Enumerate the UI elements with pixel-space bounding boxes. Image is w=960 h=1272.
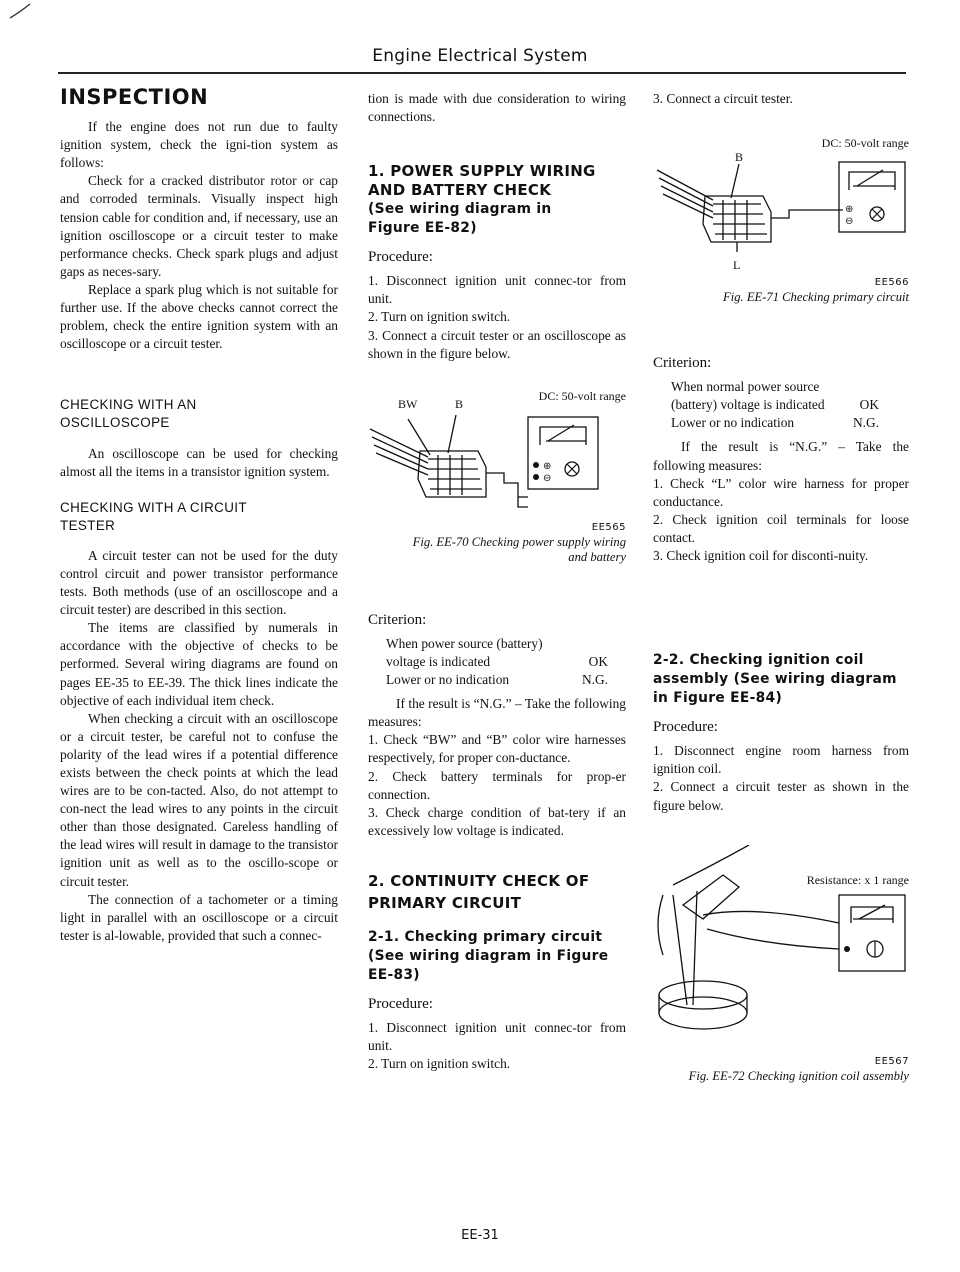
procedure-label: Procedure:	[653, 719, 718, 736]
criterion-result: N.G.	[852, 415, 879, 431]
wire-label-b: B	[455, 396, 464, 411]
figure-caption: Fig. EE-71 Checking primary circuit	[723, 290, 909, 305]
figure-range-label: DC: 50-volt range	[538, 388, 626, 403]
wire-label-l: L	[733, 258, 741, 273]
figure-ee71	[653, 134, 909, 305]
criterion-list	[368, 635, 626, 689]
paragraph: The items are classified by numerals in accordance with the objective of checks to be performed. Several wiring diagrams are found on pages EE-35 to EE-39. The thick lines indicate the objective of each individual item check.	[60, 620, 338, 708]
figure-range-label: DC: 50-volt range	[821, 136, 909, 151]
criterion-label: Criterion:	[653, 355, 712, 372]
criterion-result: OK	[588, 653, 608, 669]
figure-code: EE565	[591, 521, 626, 533]
paragraph: Check for a cracked distributor rotor or cap and corroded terminals. Visually inspect high tension cable for condition and, if necessary, use an ignition oscilloscope or a circuit tester to make performance checks. Check spark plugs and adjust gaps as neces-sary.	[60, 173, 338, 279]
paragraph: If the engine does not run due to faulty ignition system, check the igni-tion system as follows:	[60, 119, 338, 171]
connector-tester-diagram	[368, 407, 626, 527]
step: 2. Turn on ignition switch.	[368, 309, 511, 325]
corner-tick-mark	[8, 2, 34, 20]
ignition-coil-tester-diagram	[653, 845, 909, 1035]
criterion-text: voltage is indicated	[386, 653, 491, 669]
criterion-row-ok	[386, 653, 626, 671]
paragraph: When checking a circuit with an oscilloscope or a circuit tester, be careful not to confuse the polarity of the lead wires if a potential difference exists between the check points at which the lead wires are to be con-tacted. Also, do not attempt to con-nect the lead wires to any points in the circuit other than those designated. Careless handling of the lead wires will result in damage to the transistor ignition unit as well as to the oscillo-scope or circuit tester.	[60, 710, 338, 889]
svg-text:⊖: ⊖	[845, 216, 854, 228]
step: 2. Connect a circuit tester as shown in the figure below.	[653, 779, 909, 813]
figure-code: EE567	[874, 1055, 909, 1067]
figure-caption: Fig. EE-70 Checking power supply wiring and battery	[412, 534, 626, 564]
paragraph: tion is made with due consideration to wiring connections.	[368, 91, 626, 125]
section-heading-power-supply: 1. POWER SUPPLY WIRING AND BATTERY CHECK	[368, 162, 596, 200]
criterion-label: Criterion:	[368, 611, 427, 628]
procedure-label: Procedure:	[368, 249, 433, 266]
figure-ee70	[368, 387, 626, 564]
measure: 2. Check battery terminals for prop-er connection.	[368, 768, 626, 802]
measure: 2. Check ignition coil terminals for loose contact.	[653, 511, 909, 545]
column-middle	[368, 90, 626, 1073]
wire-label-b: B	[735, 150, 744, 165]
criterion-text: (battery) voltage is indicated	[671, 397, 825, 413]
criterion-result: OK	[859, 397, 879, 413]
column-left	[60, 85, 338, 945]
header-rule	[58, 72, 906, 74]
step: 3. Connect a circuit tester.	[653, 91, 793, 106]
criterion-list	[653, 378, 909, 432]
measure: 1. Check “L” color wire harness for proper conductance.	[653, 475, 909, 509]
page-number: EE-31	[461, 1228, 499, 1243]
section-heading-continuity: 2. CONTINUITY CHECK OF PRIMARY CIRCUIT	[368, 871, 590, 912]
section-heading-2-1: 2-1. Checking primary circuit (See wiring diagram in Figure EE-83)	[368, 928, 609, 983]
wire-label-bw: BW	[398, 396, 418, 411]
step: 1. Disconnect ignition unit connec-tor from unit.	[368, 1019, 626, 1054]
measure: 3. Check ignition coil for disconti-nuity.	[653, 548, 869, 564]
svg-text:⊖: ⊖	[543, 472, 552, 484]
criterion-row-ng	[671, 414, 909, 432]
figure-code: EE566	[874, 277, 909, 289]
paragraph: The connection of a tachometer or a timing light in parallel with an oscilloscope or a circuit tester is al-lowable, provided that such a connec-	[60, 891, 338, 943]
criterion-text: Lower or no indication	[386, 672, 510, 688]
criterion-line: When normal power source	[671, 379, 820, 395]
page-header-title: Engine Electrical System	[372, 46, 588, 66]
paragraph: Replace a spark plug which is not suitable for further use. If the above checks cannot correct the problem, check the entire ignition system with an oscilloscope or a circuit tester.	[60, 281, 338, 352]
figure-range-label: Resistance: x 1 range	[806, 872, 909, 887]
subheading-oscilloscope: CHECKING WITH AN OSCILLOSCOPE	[60, 397, 197, 431]
step: 3. Connect a circuit tester or an oscilloscope as shown in the figure below.	[368, 327, 626, 361]
paragraph: A circuit tester can not be used for the duty control circuit and power transistor performance tests. Both methods (use of an oscilloscope and a circuit tester) are described in this section.	[60, 547, 338, 618]
svg-text:⊕: ⊕	[543, 460, 552, 472]
connector-tester-diagram	[653, 156, 909, 266]
criterion-row-ng	[386, 671, 626, 689]
criterion-line: When power source (battery)	[386, 635, 543, 651]
column-right	[653, 90, 909, 1095]
procedure-label: Procedure:	[368, 995, 433, 1012]
paragraph: If the result is “N.G.” – Take the following measures:	[653, 439, 909, 473]
step: 2. Turn on ignition switch.	[368, 1056, 511, 1072]
measure: 3. Check charge condition of bat-tery if an excessively low voltage is indicated.	[368, 804, 626, 838]
section-subheading-see-diagram: (See wiring diagram in Figure EE-82)	[368, 201, 552, 237]
measure: 1. Check “BW” and “B” color wire harnesses respectively, for proper con-ductance.	[368, 732, 626, 766]
svg-text:⊕: ⊕	[845, 204, 854, 216]
paragraph: If the result is “N.G.” – Take the following measures:	[368, 696, 626, 730]
criterion-text: Lower or no indication	[671, 415, 795, 431]
section-heading-inspection: INSPECTION	[60, 85, 209, 109]
subheading-circuit-tester: CHECKING WITH A CIRCUIT TESTER	[60, 499, 247, 533]
figure-ee72	[653, 845, 909, 1095]
section-heading-2-2: 2-2. Checking ignition coil assembly (See wiring diagram in Figure EE-84)	[653, 652, 897, 707]
paragraph: An oscilloscope can be used for checking almost all the items in a transistor ignition system.	[60, 445, 338, 479]
step: 1. Disconnect ignition unit connec-tor from unit.	[368, 273, 626, 307]
figure-caption: Fig. EE-72 Checking ignition coil assembly	[688, 1068, 909, 1083]
step: 1. Disconnect engine room harness from ignition coil.	[653, 743, 909, 777]
criterion-result: N.G.	[581, 672, 608, 688]
criterion-row-ok	[671, 396, 909, 414]
